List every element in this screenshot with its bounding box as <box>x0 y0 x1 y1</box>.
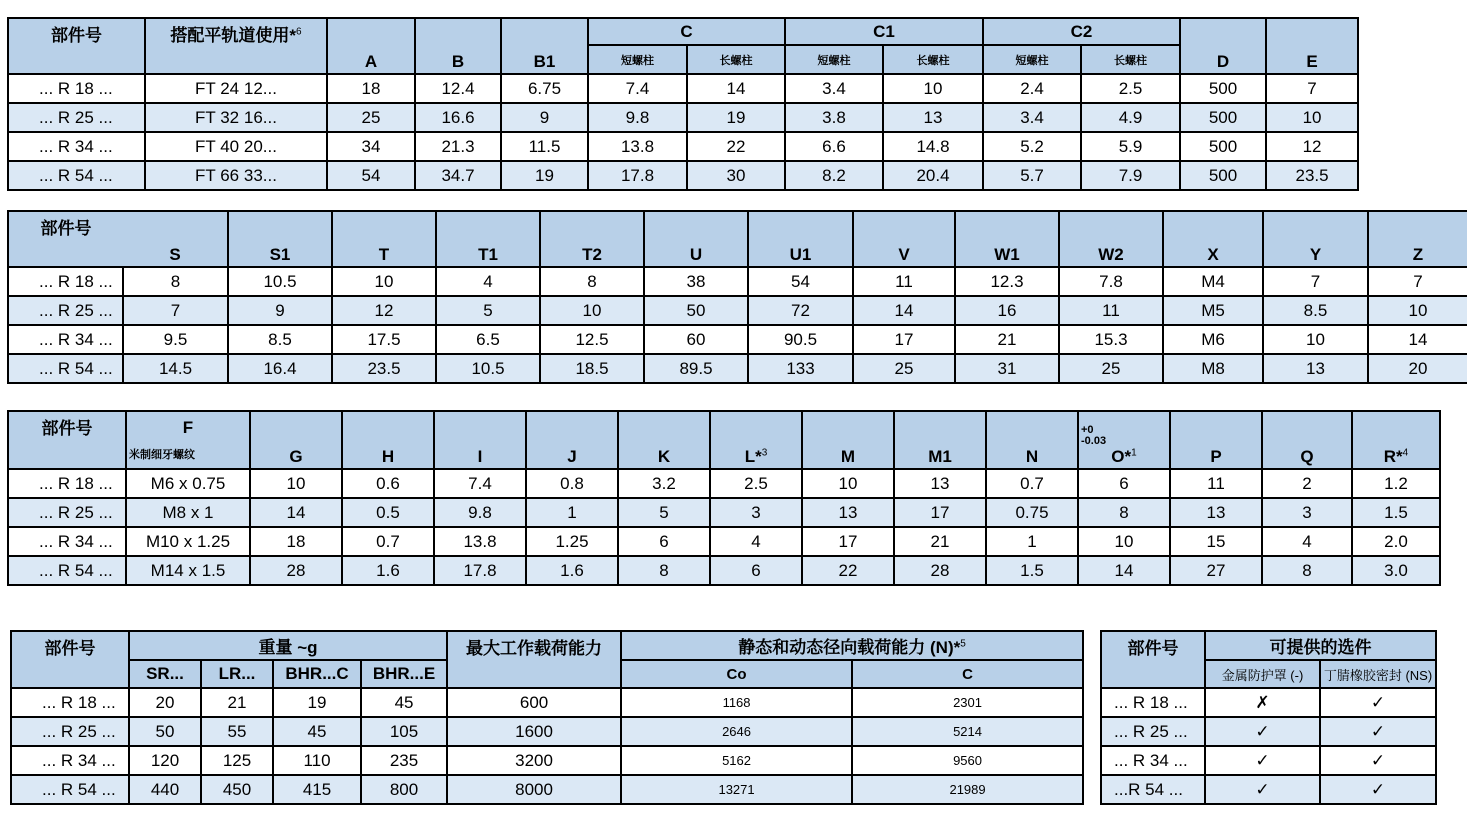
value-cell: 30 <box>687 161 785 190</box>
value-cell: 3200 <box>447 746 621 775</box>
value-cell: M8 <box>1163 354 1263 383</box>
value-cell: 1600 <box>447 717 621 746</box>
dimensions-table-3 <box>7 410 1441 586</box>
value-cell: 10 <box>332 267 436 296</box>
col-header-Z: Z <box>1368 211 1467 267</box>
value-cell: 6 <box>618 527 710 556</box>
value-cell: 14 <box>687 74 785 103</box>
value-cell: 55 <box>201 717 273 746</box>
value-cell: 12.5 <box>540 325 644 354</box>
col-header-A: A <box>327 18 415 74</box>
value-cell: 9.8 <box>588 103 687 132</box>
value-cell: 1.2 <box>1352 469 1440 498</box>
part-number-cell: ... R 34 ... <box>8 325 123 354</box>
value-cell: 2.4 <box>983 74 1081 103</box>
value-cell: FT 32 16... <box>145 103 327 132</box>
value-cell: 5162 <box>621 746 852 775</box>
value-cell: 13 <box>894 469 986 498</box>
value-cell: 8.5 <box>1263 296 1368 325</box>
value-cell: M6 x 0.75 <box>126 469 250 498</box>
sub-header-long: 长螺柱 <box>687 45 785 74</box>
rubber-seal-header: 丁腈橡胶密封 (NS) <box>1320 660 1436 688</box>
value-cell: 38 <box>644 267 748 296</box>
value-cell: 8 <box>1078 498 1170 527</box>
value-cell: 10 <box>540 296 644 325</box>
col-header-P: P <box>1170 411 1262 469</box>
value-cell: 6.6 <box>785 132 883 161</box>
value-cell: 45 <box>273 717 361 746</box>
table-row <box>11 775 1083 804</box>
value-cell: 8.2 <box>785 161 883 190</box>
value-cell: 16.4 <box>228 354 332 383</box>
value-cell: FT 66 33... <box>145 161 327 190</box>
value-cell: 11 <box>853 267 955 296</box>
value-cell: 17 <box>802 527 894 556</box>
value-cell: 13.8 <box>434 527 526 556</box>
value-cell: 1168 <box>621 688 852 717</box>
col-header-K: K <box>618 411 710 469</box>
col-header-C2: C2 <box>983 18 1180 45</box>
table-row <box>11 717 1083 746</box>
col-header-E: E <box>1266 18 1358 74</box>
table-row <box>8 161 1358 190</box>
col-header-L: L*$^3$ <box>710 411 802 469</box>
col-header-H: H <box>342 411 434 469</box>
value-cell: 13 <box>1170 498 1262 527</box>
value-cell: 3 <box>710 498 802 527</box>
value-cell: 50 <box>644 296 748 325</box>
value-cell: 120 <box>129 746 201 775</box>
value-cell: 500 <box>1180 74 1266 103</box>
value-cell: 19 <box>273 688 361 717</box>
value-cell: 14 <box>853 296 955 325</box>
part-number-header: 部件号 <box>8 18 145 74</box>
col-header-S: S <box>123 211 228 267</box>
value-cell: 54 <box>327 161 415 190</box>
col-header-M: M <box>802 411 894 469</box>
value-cell: 5.9 <box>1081 132 1180 161</box>
value-cell: 4 <box>710 527 802 556</box>
value-cell: 7 <box>1263 267 1368 296</box>
value-cell: 27 <box>1170 556 1262 585</box>
value-cell: 3.0 <box>1352 556 1440 585</box>
table-row <box>11 746 1083 775</box>
col-header-W2: W2 <box>1059 211 1163 267</box>
value-cell: 2.5 <box>710 469 802 498</box>
value-cell: 6.5 <box>436 325 540 354</box>
col-header-I: I <box>434 411 526 469</box>
value-cell: 125 <box>201 746 273 775</box>
value-cell: M6 <box>1163 325 1263 354</box>
col-header-V: V <box>853 211 955 267</box>
col-header-U1: U1 <box>748 211 853 267</box>
part-number-cell: ... R 18 ... <box>8 74 145 103</box>
weight-col-lr: LR... <box>201 660 273 688</box>
part-number-cell: ... R 34 ... <box>8 527 126 556</box>
value-cell: 14.5 <box>123 354 228 383</box>
value-cell: 90.5 <box>748 325 853 354</box>
part-number-cell: ... R 34 ... <box>8 132 145 161</box>
value-cell: 18.5 <box>540 354 644 383</box>
part-number-cell: ... R 54 ... <box>11 775 129 804</box>
table-row <box>8 296 1467 325</box>
value-cell: 3 <box>1262 498 1352 527</box>
col-header-Q: Q <box>1262 411 1352 469</box>
value-cell: 28 <box>250 556 342 585</box>
value-cell: 2.0 <box>1352 527 1440 556</box>
value-cell: 20.4 <box>883 161 983 190</box>
value-cell: 25 <box>327 103 415 132</box>
value-cell: 18 <box>327 74 415 103</box>
col-header-D: D <box>1180 18 1266 74</box>
col-header-F: F 米制细牙螺纹 <box>126 411 250 469</box>
value-cell: 14 <box>1078 556 1170 585</box>
value-cell: 4 <box>1262 527 1352 556</box>
value-cell: FT 24 12... <box>145 74 327 103</box>
part-number-cell: ... R 18 ... <box>8 267 123 296</box>
load-col-co: Co <box>621 660 852 688</box>
value-cell: 22 <box>802 556 894 585</box>
part-number-cell: ... R 18 ... <box>1101 688 1205 717</box>
sub-header-short: 短螺柱 <box>785 45 883 74</box>
value-cell: 60 <box>644 325 748 354</box>
value-cell: ✓ <box>1205 775 1320 804</box>
value-cell: 10 <box>1078 527 1170 556</box>
value-cell: ✓ <box>1320 775 1436 804</box>
value-cell: 1.5 <box>986 556 1078 585</box>
value-cell: 14.8 <box>883 132 983 161</box>
table-row <box>8 103 1358 132</box>
sub-header-short: 短螺柱 <box>983 45 1081 74</box>
value-cell: 10.5 <box>228 267 332 296</box>
value-cell: 12 <box>1266 132 1358 161</box>
value-cell: 415 <box>273 775 361 804</box>
dimensions-table-2 <box>7 210 1467 384</box>
value-cell: M5 <box>1163 296 1263 325</box>
value-cell: 4 <box>436 267 540 296</box>
value-cell: 9 <box>501 103 588 132</box>
part-number-cell: ... R 18 ... <box>8 469 126 498</box>
value-cell: 15.3 <box>1059 325 1163 354</box>
value-cell: 3.2 <box>618 469 710 498</box>
metal-shield-header: 金属防护罩 (-) <box>1205 660 1320 688</box>
value-cell: 2646 <box>621 717 852 746</box>
value-cell: 17.8 <box>588 161 687 190</box>
value-cell: 7 <box>123 296 228 325</box>
value-cell: 14 <box>1368 325 1467 354</box>
col-header-C: C <box>588 18 785 45</box>
table-row <box>8 556 1440 585</box>
value-cell: 21.3 <box>415 132 501 161</box>
value-cell: M10 x 1.25 <box>126 527 250 556</box>
value-cell: 5214 <box>852 717 1083 746</box>
value-cell: 0.8 <box>526 469 618 498</box>
value-cell: 10 <box>802 469 894 498</box>
weight-col-bhre: BHR...E <box>361 660 447 688</box>
col-header-O: +0 -0.03 O*$^1$ <box>1078 411 1170 469</box>
value-cell: 16.6 <box>415 103 501 132</box>
value-cell: 8 <box>123 267 228 296</box>
value-cell: 19 <box>687 103 785 132</box>
part-number-cell: ... R 25 ... <box>8 296 123 325</box>
value-cell: 34 <box>327 132 415 161</box>
col-header-C1: C1 <box>785 18 983 45</box>
value-cell: 2 <box>1262 469 1352 498</box>
value-cell: 7 <box>1368 267 1467 296</box>
value-cell: 2.5 <box>1081 74 1180 103</box>
value-cell: 25 <box>1059 354 1163 383</box>
value-cell: 23.5 <box>332 354 436 383</box>
value-cell: 12 <box>332 296 436 325</box>
value-cell: 1.6 <box>342 556 434 585</box>
value-cell: 25 <box>853 354 955 383</box>
table-row <box>1101 746 1436 775</box>
value-cell: 10.5 <box>436 354 540 383</box>
value-cell: 500 <box>1180 161 1266 190</box>
value-cell: 7.4 <box>588 74 687 103</box>
weight-load-table <box>10 630 1084 805</box>
value-cell: 54 <box>748 267 853 296</box>
part-number-header: 部件号 <box>1101 631 1205 688</box>
value-cell: 20 <box>129 688 201 717</box>
value-cell: M8 x 1 <box>126 498 250 527</box>
value-cell: 7.8 <box>1059 267 1163 296</box>
value-cell: ✓ <box>1320 717 1436 746</box>
value-cell: M14 x 1.5 <box>126 556 250 585</box>
col-header-B1: B1 <box>501 18 588 74</box>
value-cell: 89.5 <box>644 354 748 383</box>
part-number-header: 部件号 <box>8 411 126 469</box>
table-row <box>1101 688 1436 717</box>
value-cell: 50 <box>129 717 201 746</box>
table-row <box>1101 717 1436 746</box>
weight-header: 重量 ~g <box>129 631 447 660</box>
weight-col-bhrc: BHR...C <box>273 660 361 688</box>
value-cell: ✓ <box>1320 746 1436 775</box>
part-number-cell: ... R 18 ... <box>11 688 129 717</box>
col-header-T: T <box>332 211 436 267</box>
col-header-N: N <box>986 411 1078 469</box>
value-cell: 34.7 <box>415 161 501 190</box>
table-row <box>11 688 1083 717</box>
value-cell: 600 <box>447 688 621 717</box>
table-row <box>8 469 1440 498</box>
col-header-B: B <box>415 18 501 74</box>
col-header-T2: T2 <box>540 211 644 267</box>
value-cell: 1 <box>526 498 618 527</box>
part-number-cell: ... R 25 ... <box>8 498 126 527</box>
radial-load-header: 静态和动态径向载荷能力 (N)*$^5$ <box>621 631 1083 660</box>
dimensions-table-1 <box>7 17 1359 191</box>
value-cell: 8.5 <box>228 325 332 354</box>
sub-header-short: 短螺柱 <box>588 45 687 74</box>
value-cell: 72 <box>748 296 853 325</box>
table-row <box>1101 775 1436 804</box>
value-cell: ✗ <box>1205 688 1320 717</box>
part-number-cell: ... R 25 ... <box>8 103 145 132</box>
col-header-X: X <box>1163 211 1263 267</box>
weight-col-sr: SR... <box>129 660 201 688</box>
value-cell: 235 <box>361 746 447 775</box>
value-cell: 11.5 <box>501 132 588 161</box>
rail-header: 搭配平轨道使用*$^6$ <box>145 18 327 74</box>
value-cell: 105 <box>361 717 447 746</box>
value-cell: 9.5 <box>123 325 228 354</box>
table-row <box>8 498 1440 527</box>
value-cell: 45 <box>361 688 447 717</box>
value-cell: 8 <box>540 267 644 296</box>
value-cell: 10 <box>1263 325 1368 354</box>
value-cell: 11 <box>1170 469 1262 498</box>
value-cell: 440 <box>129 775 201 804</box>
part-number-header: 部件号 <box>11 631 129 688</box>
value-cell: 10 <box>1368 296 1467 325</box>
value-cell: 17 <box>853 325 955 354</box>
value-cell: 9.8 <box>434 498 526 527</box>
value-cell: 13.8 <box>588 132 687 161</box>
value-cell: 13271 <box>621 775 852 804</box>
value-cell: 16 <box>955 296 1059 325</box>
col-header-S1: S1 <box>228 211 332 267</box>
value-cell: 3.8 <box>785 103 883 132</box>
value-cell: 17.5 <box>332 325 436 354</box>
value-cell: 11 <box>1059 296 1163 325</box>
value-cell: 5 <box>436 296 540 325</box>
value-cell: 21 <box>201 688 273 717</box>
col-header-G: G <box>250 411 342 469</box>
col-header-Y: Y <box>1263 211 1368 267</box>
value-cell: 4.9 <box>1081 103 1180 132</box>
sub-header-long: 长螺柱 <box>883 45 983 74</box>
value-cell: 133 <box>748 354 853 383</box>
value-cell: 31 <box>955 354 1059 383</box>
value-cell: FT 40 20... <box>145 132 327 161</box>
part-number-cell: ... R 54 ... <box>8 556 126 585</box>
value-cell: 7.4 <box>434 469 526 498</box>
value-cell: 1.6 <box>526 556 618 585</box>
part-number-cell: ... R 54 ... <box>8 161 145 190</box>
col-header-T1: T1 <box>436 211 540 267</box>
col-header-R: R*$^4$ <box>1352 411 1440 469</box>
col-header-M1: M1 <box>894 411 986 469</box>
value-cell: 21 <box>955 325 1059 354</box>
value-cell: 12.3 <box>955 267 1059 296</box>
value-cell: 500 <box>1180 132 1266 161</box>
value-cell: 0.5 <box>342 498 434 527</box>
value-cell: 10 <box>883 74 983 103</box>
value-cell: ✓ <box>1320 688 1436 717</box>
value-cell: 23.5 <box>1266 161 1358 190</box>
value-cell: 110 <box>273 746 361 775</box>
part-number-cell: ...R 54 ... <box>1101 775 1205 804</box>
value-cell: 10 <box>250 469 342 498</box>
value-cell: 800 <box>361 775 447 804</box>
value-cell: ✓ <box>1205 717 1320 746</box>
table-row <box>8 74 1358 103</box>
value-cell: 12.4 <box>415 74 501 103</box>
table-row <box>8 132 1358 161</box>
part-number-cell: ... R 34 ... <box>11 746 129 775</box>
part-number-cell: ... R 54 ... <box>8 354 123 383</box>
value-cell: 8 <box>618 556 710 585</box>
value-cell: 13 <box>802 498 894 527</box>
table-row <box>8 527 1440 556</box>
value-cell: 9 <box>228 296 332 325</box>
table-row <box>8 354 1467 383</box>
value-cell: 10 <box>1266 103 1358 132</box>
value-cell: 500 <box>1180 103 1266 132</box>
value-cell: 1.25 <box>526 527 618 556</box>
value-cell: ✓ <box>1205 746 1320 775</box>
value-cell: 5 <box>618 498 710 527</box>
value-cell: 9560 <box>852 746 1083 775</box>
value-cell: 21989 <box>852 775 1083 804</box>
value-cell: 18 <box>250 527 342 556</box>
value-cell: 2301 <box>852 688 1083 717</box>
value-cell: M4 <box>1163 267 1263 296</box>
value-cell: 1 <box>986 527 1078 556</box>
value-cell: 13 <box>883 103 983 132</box>
value-cell: 8000 <box>447 775 621 804</box>
value-cell: 1.5 <box>1352 498 1440 527</box>
part-number-cell: ... R 25 ... <box>11 717 129 746</box>
value-cell: 3.4 <box>785 74 883 103</box>
table-row <box>8 325 1467 354</box>
table-row <box>8 267 1467 296</box>
load-col-c: C <box>852 660 1083 688</box>
value-cell: 22 <box>687 132 785 161</box>
value-cell: 450 <box>201 775 273 804</box>
value-cell: 14 <box>250 498 342 527</box>
col-header-W1: W1 <box>955 211 1059 267</box>
value-cell: 20 <box>1368 354 1467 383</box>
options-header: 可提供的选件 <box>1205 631 1436 660</box>
sub-header-long: 长螺柱 <box>1081 45 1180 74</box>
value-cell: 0.75 <box>986 498 1078 527</box>
col-header-J: J <box>526 411 618 469</box>
value-cell: 8 <box>1262 556 1352 585</box>
part-number-cell: ... R 34 ... <box>1101 746 1205 775</box>
value-cell: 5.7 <box>983 161 1081 190</box>
value-cell: 28 <box>894 556 986 585</box>
value-cell: 7.9 <box>1081 161 1180 190</box>
value-cell: 0.6 <box>342 469 434 498</box>
value-cell: 6.75 <box>501 74 588 103</box>
part-number-cell: ... R 25 ... <box>1101 717 1205 746</box>
value-cell: 19 <box>501 161 588 190</box>
max-load-header: 最大工作载荷能力 <box>447 631 621 688</box>
value-cell: 6 <box>1078 469 1170 498</box>
value-cell: 13 <box>1263 354 1368 383</box>
value-cell: 0.7 <box>342 527 434 556</box>
part-number-header: 部件号 <box>8 211 123 267</box>
value-cell: 5.2 <box>983 132 1081 161</box>
value-cell: 17.8 <box>434 556 526 585</box>
value-cell: 0.7 <box>986 469 1078 498</box>
value-cell: 17 <box>894 498 986 527</box>
options-table <box>1100 630 1437 805</box>
value-cell: 7 <box>1266 74 1358 103</box>
value-cell: 6 <box>710 556 802 585</box>
value-cell: 3.4 <box>983 103 1081 132</box>
value-cell: 15 <box>1170 527 1262 556</box>
value-cell: 21 <box>894 527 986 556</box>
col-header-U: U <box>644 211 748 267</box>
